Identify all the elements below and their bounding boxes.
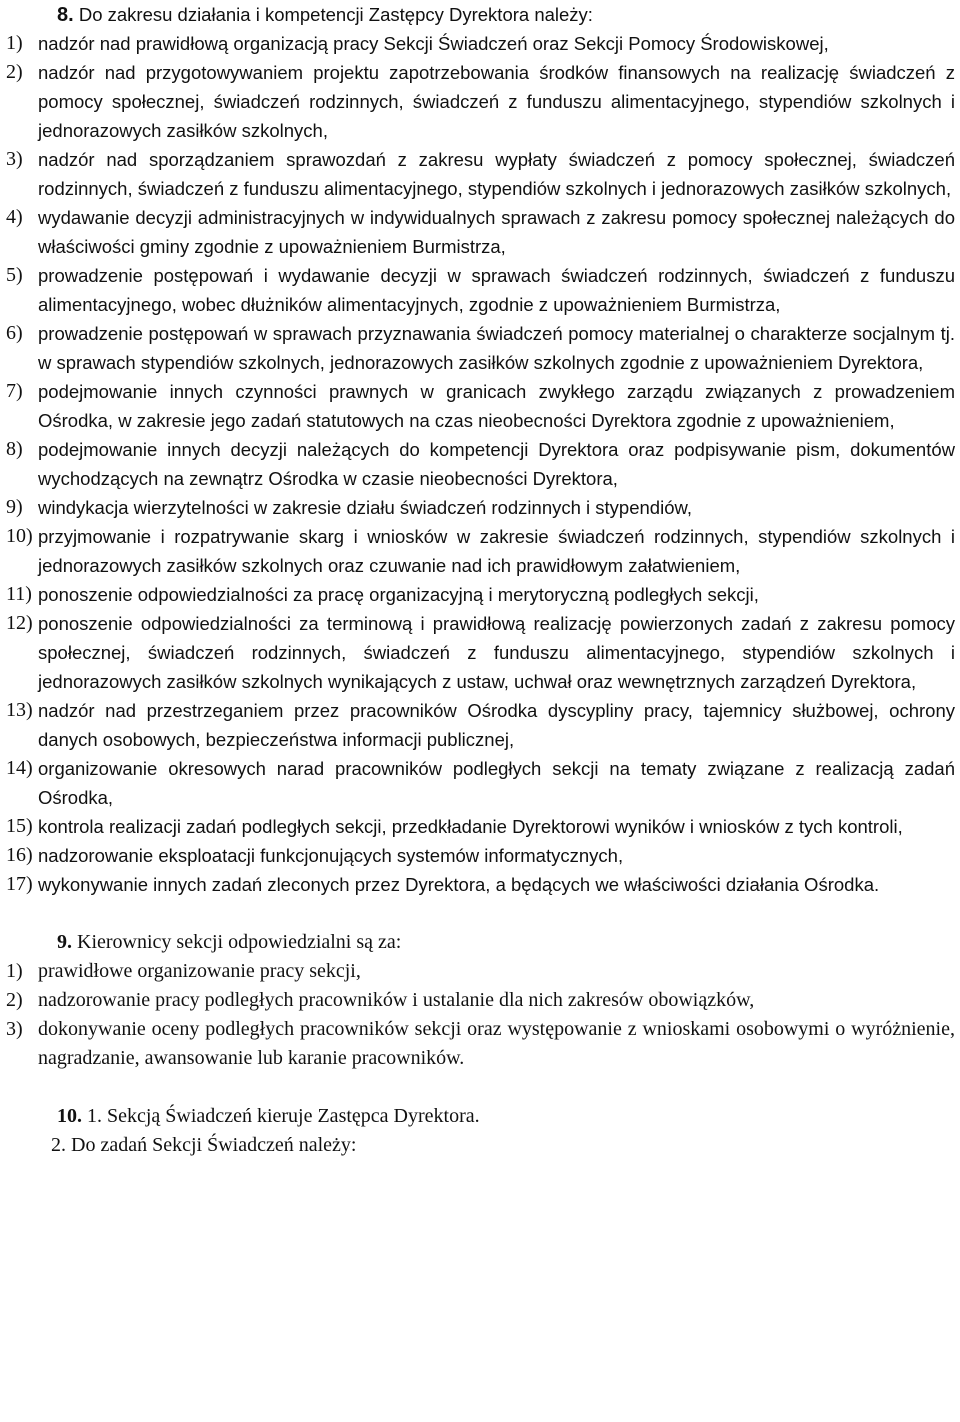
list-item-text: windykacja wierzytelności w zakresie działu świadczeń rodzinnych i stypendiów, (38, 497, 692, 518)
list-item-number: 12) (6, 612, 33, 634)
list-item-number: 15) (6, 815, 33, 837)
list-item-number: 7) (6, 380, 23, 402)
section-9-heading (6, 928, 955, 957)
list-item-number: 1) (6, 32, 23, 54)
list-item-text: ponoszenie odpowiedzialności za pracę organizacyjną i merytoryczną podległych sekcji, (38, 584, 759, 605)
list-item-text: nadzorowanie pracy podległych pracowników i ustalanie dla nich zakresów obowiązków, (38, 989, 755, 1011)
list-item (6, 435, 955, 493)
list-item-number: 3) (6, 1018, 23, 1040)
list-item-text: prowadzenie postępowań w sprawach przyznawania świadczeń pomocy materialnej o charakterze socjalnym tj. w sprawach stypendiów szkolnych, jednorazowych zasiłków szkolnych zgodnie z upoważnieniem Dyrektora, (38, 323, 955, 373)
list-item-number: 2) (6, 989, 23, 1011)
section-8-title: Do zakresu działania i kompetencji Zastępcy Dyrektora należy: (78, 4, 593, 25)
list-item-number: 16) (6, 844, 33, 866)
list-item (6, 696, 955, 754)
list-item (6, 812, 955, 841)
list-item (6, 203, 955, 261)
list-item (6, 29, 955, 58)
list-item (6, 957, 955, 986)
list-item-number: 17) (6, 873, 33, 895)
list-item-text: nadzór nad przestrzeganiem przez pracowników Ośrodka dyscypliny pracy, tajemnicy służbowej, ochrony danych osobowych, bezpieczeństwa informacji publicznej, (38, 700, 955, 750)
section-10-line-2: 2. Do zadań Sekcji Świadczeń należy: (51, 1134, 357, 1156)
list-item-text: podejmowanie innych czynności prawnych w granicach zwykłego zarządu związanych z prowadzeniem Ośrodka, w zakresie jego zadań statutowych na czas nieobecności Dyrektora zgodnie z upoważnieniem, (38, 381, 955, 431)
section-10-line-1: 1. Sekcją Świadczeń kieruje Zastępca Dyrektora. (87, 1105, 480, 1127)
spacer (6, 899, 955, 928)
list-item (6, 1015, 955, 1073)
list-item-text: nadzorowanie eksploatacji funkcjonujących systemów informatycznych, (38, 845, 624, 866)
list-item-text: kontrola realizacji zadań podległych sekcji, przedkładanie Dyrektorowi wyników i wniosków z tych kontroli, (38, 816, 903, 837)
list-item (6, 261, 955, 319)
list-item-text: przyjmowanie i rozpatrywanie skarg i wniosków w zakresie świadczeń rodzinnych, stypendiów szkolnych i jednorazowych zasiłków szkolnych oraz czuwanie nad ich prawidłowym załatwieniem, (38, 526, 955, 576)
list-item (6, 754, 955, 812)
list-item (6, 58, 955, 145)
list-item (6, 377, 955, 435)
list-item (6, 493, 955, 522)
list-item (6, 986, 955, 1015)
list-item (6, 609, 955, 696)
list-item-number: 11) (6, 583, 32, 605)
list-item (6, 870, 955, 899)
list-item (6, 841, 955, 870)
section-10 (6, 1102, 955, 1160)
section-9-title: Kierownicy sekcji odpowiedzialni są za: (77, 931, 402, 953)
list-item-number: 9) (6, 496, 23, 518)
list-item-number: 4) (6, 206, 23, 228)
list-item-number: 14) (6, 757, 33, 779)
list-item-text: organizowanie okresowych narad pracowników podległych sekcji na tematy związane z realizacją zadań Ośrodka, (38, 758, 955, 808)
spacer (6, 1073, 955, 1102)
section-9-number: 9. (57, 931, 72, 953)
list-item-text: prawidłowe organizowanie pracy sekcji, (38, 960, 361, 982)
list-item-number: 2) (6, 61, 23, 83)
section-10-heading (6, 1102, 955, 1131)
section-8 (6, 0, 955, 899)
list-item-text: nadzór nad prawidłową organizacją pracy Sekcji Świadczeń oraz Sekcji Pomocy Środowiskowej, (38, 33, 829, 54)
list-item-number: 5) (6, 264, 23, 286)
section-8-list (6, 29, 955, 899)
list-item-number: 10) (6, 525, 33, 547)
section-9 (6, 928, 955, 1073)
list-item-text: wydawanie decyzji administracyjnych w indywidualnych sprawach z zakresu pomocy społecznej należących do właściwości gminy zgodnie z upoważnieniem Burmistrza, (38, 207, 955, 257)
list-item-number: 1) (6, 960, 23, 982)
list-item (6, 580, 955, 609)
list-item-text: dokonywanie oceny podległych pracowników sekcji oraz występowanie z wnioskami osobowymi o wyróżnienie, nagradzanie, awansowanie lub karanie pracowników. (38, 1018, 955, 1069)
list-item-text: nadzór nad sporządzaniem sprawozdań z zakresu wypłaty świadczeń z pomocy społecznej, świadczeń rodzinnych, świadczeń z funduszu alimentacyjnego, stypendiów szkolnych i jednorazowych zasiłków szkolnych, (38, 149, 955, 199)
list-item (6, 522, 955, 580)
list-item-text: ponoszenie odpowiedzialności za terminową i prawidłową realizację powierzonych zadań z zakresu pomocy społecznej, świadczeń rodzinnych, świadczeń z funduszu alimentacyjnego, stypendiów szkolnych i jednorazowych zasiłków szkolnych wynikających z ustaw, uchwał oraz wewnętrznych zarządzeń Dyrektora, (38, 613, 955, 692)
list-item-number: 8) (6, 438, 23, 460)
list-item-number: 3) (6, 148, 23, 170)
section-8-number: 8. (57, 4, 74, 26)
list-item-number: 6) (6, 322, 23, 344)
section-9-list (6, 957, 955, 1073)
list-item-number: 13) (6, 699, 33, 721)
section-8-heading (6, 0, 955, 29)
list-item-text: wykonywanie innych zadań zleconych przez Dyrektora, a będących we właściwości działania Ośrodka. (38, 874, 880, 895)
section-10-number: 10. (57, 1105, 82, 1127)
list-item (6, 319, 955, 377)
list-item-text: podejmowanie innych decyzji należących do kompetencji Dyrektora oraz podpisywanie pism, dokumentów wychodzących na zewnątrz Ośrodka w czasie nieobecności Dyrektora, (38, 439, 955, 489)
list-item-text: nadzór nad przygotowywaniem projektu zapotrzebowania środków finansowych na realizację świadczeń z pomocy społecznej, świadczeń rodzinnych, świadczeń z funduszu alimentacyjnego, stypendiów szkolnych i jednorazowych zasiłków szkolnych, (38, 62, 955, 141)
list-item-text: prowadzenie postępowań i wydawanie decyzji w sprawach świadczeń rodzinnych, świadczeń z funduszu alimentacyjnego, wobec dłużników alimentacyjnych, zgodnie z upoważnieniem Burmistrza, (38, 265, 955, 315)
list-item (6, 145, 955, 203)
